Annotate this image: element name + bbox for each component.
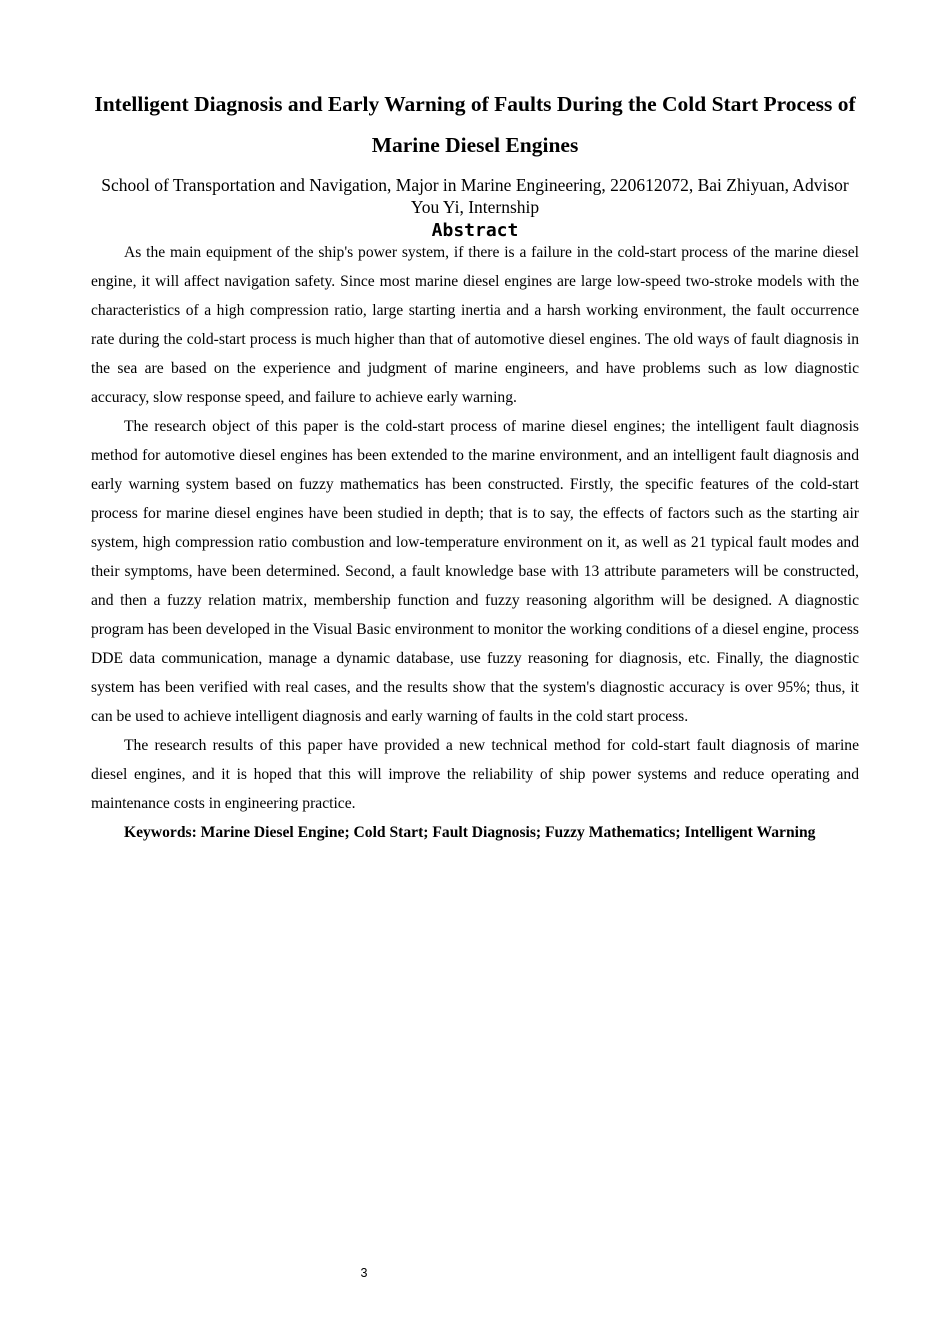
abstract-paragraph: The research results of this paper have provided a new technical method for cold-start fault diagnosis of marine diesel engines, and it is hoped that this will improve the reliability of ship power systems and reduce operating and maintenance costs in engineering practice. [91, 737, 859, 812]
abstract-paragraph: The research object of this paper is the cold-start process of marine diesel engines; the intelligent fault diagnosis method for automotive diesel engines has been extended to the marine environment, and an intelligent fault diagnosis and early warning system based on fuzzy mathematics has been constructed. Firstly, the specific features of the cold-start process for marine diesel engines have been studied in depth; that is to say, the effects of factors such as the starting air system, high compression ratio combustion and low-temperature environment on it, as well as 21 typical fault modes and their symptoms, have been determined. Second, a fault knowledge base with 13 attribute parameters will be constructed, and then a fuzzy relation matrix, membership function and fuzzy reasoning algorithm will be designed. A diagnostic program has been developed in the Visual Basic environment to monitor the working conditions of a diesel engine, process DDE data communication, manage a dynamic database, use fuzzy reasoning for diagnosis, etc. Finally, the diagnostic system has been verified with real cases, and the results show that the system's diagnostic accuracy is over 95%; thus, it can be used to achieve intelligent diagnosis and early warning of faults in the cold start process. [91, 418, 859, 725]
abstract-body [91, 238, 859, 847]
page-number: 3 [360, 1266, 368, 1280]
keywords: Keywords: Marine Diesel Engine; Cold Start; Fault Diagnosis; Fuzzy Mathematics; Intelligent Warning [124, 824, 816, 841]
paper-title: Intelligent Diagnosis and Early Warning of Faults During the Cold Start Process of Marine Diesel Engines [94, 92, 856, 157]
abstract-heading: Abstract [431, 220, 519, 241]
abstract-paragraph: As the main equipment of the ship's power system, if there is a failure in the cold-start process of the marine diesel engine, it will affect navigation safety. Since most marine diesel engines are large low-speed two-stroke models with the characteristics of a high compression ratio, large starting inertia and a harsh working environment, the fault occurrence rate during the cold-start process is much higher than that of automotive diesel engines. The old ways of fault diagnosis in the sea are based on the experience and judgment of marine engineers, and have problems such as low diagnostic accuracy, slow response speed, and failure to achieve early warning. [91, 244, 859, 406]
author-affiliation: School of Transportation and Navigation, Major in Marine Engineering, 220612072, Bai Zhiyuan, Advisor You Yi, Internship [101, 175, 849, 217]
